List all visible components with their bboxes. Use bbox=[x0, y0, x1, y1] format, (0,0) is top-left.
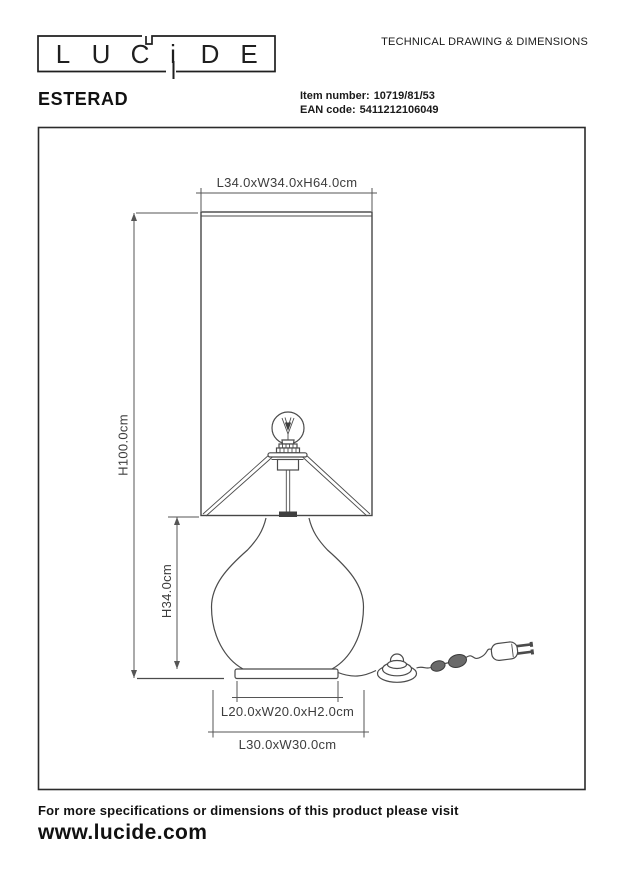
logo-letter: L bbox=[55, 39, 71, 69]
plug-pin-bottom bbox=[517, 650, 533, 654]
item-number-value: 10719/81/53 bbox=[373, 90, 435, 102]
dim-total-height-arrow-bottom bbox=[131, 670, 137, 678]
socket-flange bbox=[268, 453, 307, 457]
lamp-body-left-outline bbox=[212, 518, 267, 669]
power-cord-segment-2 bbox=[417, 667, 431, 668]
dim-base-plate-label: L20.0xW20.0xH2.0cm bbox=[220, 704, 355, 719]
ean-value: 5411212106049 bbox=[359, 104, 439, 116]
light-bulb bbox=[272, 412, 304, 444]
dim-total-height-arrow-top bbox=[131, 213, 137, 221]
plug-pin-bottom-tip bbox=[531, 649, 535, 654]
harp-right-line-inner bbox=[302, 457, 367, 517]
logo-letter: U bbox=[91, 39, 111, 69]
plug-pin-top bbox=[516, 643, 532, 647]
harp-right-line bbox=[305, 454, 370, 514]
dim-shade-extension-lines bbox=[201, 188, 372, 211]
dim-total-height bbox=[116, 213, 199, 678]
logo-letter: D bbox=[200, 39, 220, 69]
doc-title: TECHNICAL DRAWING & DIMENSIONS bbox=[381, 36, 588, 48]
plug-pin-top-tip bbox=[530, 642, 534, 647]
cord-connector-1 bbox=[430, 659, 447, 673]
logo-letter: i bbox=[170, 39, 176, 69]
base-plate bbox=[235, 669, 338, 679]
harp-left-line bbox=[203, 454, 270, 514]
lamp-body-right-outline bbox=[309, 518, 364, 669]
item-number-label: Item number: bbox=[300, 90, 370, 102]
foot-switch-button-rim bbox=[388, 661, 407, 669]
dim-footprint-label: L30.0xW30.0cm bbox=[238, 737, 337, 752]
logo-letter: E bbox=[240, 39, 258, 69]
ean-label: EAN code: bbox=[300, 104, 356, 116]
lamp-socket bbox=[268, 444, 307, 470]
bulb-neck bbox=[282, 440, 294, 444]
logo-letter: C bbox=[130, 39, 150, 69]
lamp-body bbox=[212, 518, 364, 669]
lamp-stem bbox=[286, 470, 289, 512]
dim-footprint bbox=[208, 690, 369, 752]
power-cord-assembly bbox=[338, 639, 534, 682]
dim-body-height-label: H34.0cm bbox=[159, 563, 174, 619]
power-cord-segment-3 bbox=[466, 649, 492, 658]
dim-body-height-arrow-bottom bbox=[174, 661, 180, 669]
foot-switch bbox=[378, 654, 417, 682]
harp-left-line-inner bbox=[206, 457, 273, 517]
dim-base-plate-extension-lines bbox=[237, 681, 338, 702]
dim-total-height-label: H100.0cm bbox=[115, 414, 131, 476]
socket-body bbox=[278, 460, 299, 471]
dim-body-height bbox=[159, 517, 199, 669]
power-cord-segment-1 bbox=[338, 671, 376, 677]
stem-collar bbox=[279, 512, 297, 518]
dim-shade bbox=[196, 175, 377, 211]
dim-body-height-arrow-top bbox=[174, 517, 180, 525]
dim-base-plate bbox=[221, 681, 354, 719]
footer-note: For more specifications or dimensions of this product please visit bbox=[38, 803, 459, 818]
footer-website: www.lucide.com bbox=[38, 821, 208, 844]
power-plug bbox=[491, 639, 535, 661]
product-name: ESTERAD bbox=[38, 89, 129, 109]
dim-shade-label: L34.0xW34.0xH64.0cm bbox=[216, 175, 358, 190]
cord-connector-2 bbox=[447, 653, 468, 670]
plug-body bbox=[491, 641, 519, 661]
